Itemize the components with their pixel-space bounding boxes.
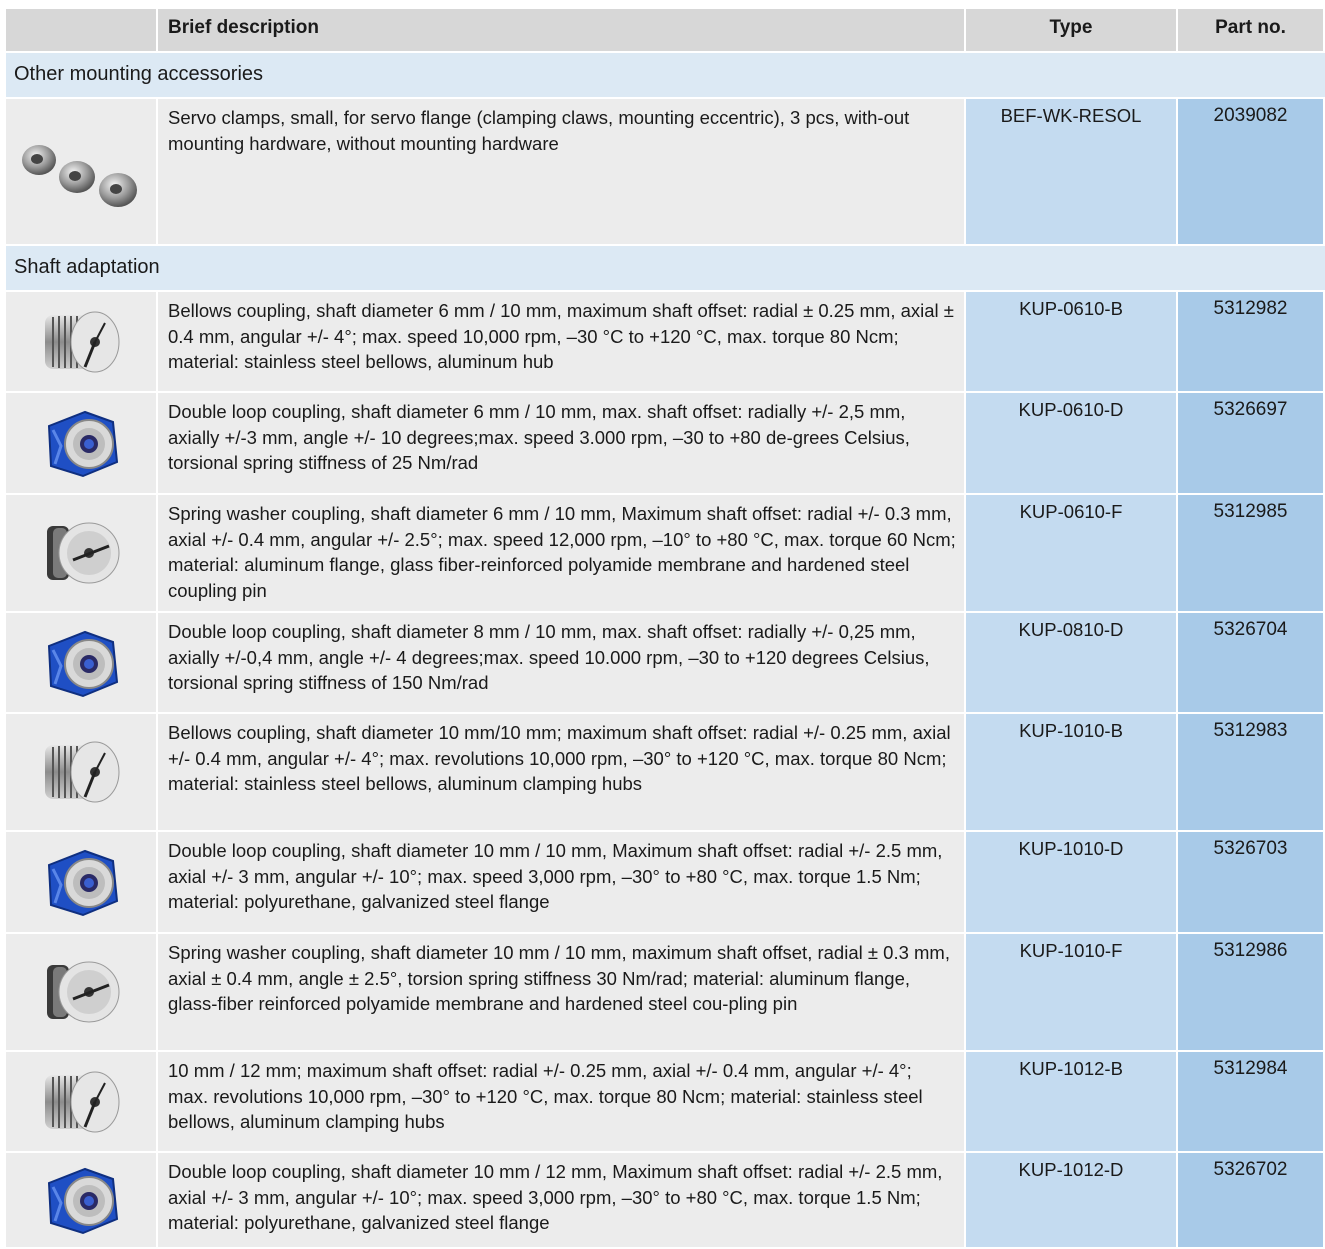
section-title: Shaft adaptation [6,246,1325,290]
table-row [6,934,1324,1050]
row-type: KUP-0610-D [966,393,1176,493]
product-image [6,99,156,244]
row-description: Double loop coupling, shaft diameter 6 mm / 10 mm, max. shaft offset: radially +/- 2,5 mm, axially +/-3 mm, angle +/- 10 degrees;max. speed 3.000 rpm, –30 to +80 de-grees Celsius, torsional spring stiffness of 25 Nm/rad [158,393,964,493]
row-description: Servo clamps, small, for servo flange (clamping claws, mounting eccentric), 3 pcs, with-out mounting hardware, without mounting hardware [158,99,964,244]
table-row [6,292,1324,391]
row-type: KUP-0610-B [966,292,1176,391]
product-image [6,292,156,391]
row-description: Double loop coupling, shaft diameter 10 mm / 12 mm, Maximum shaft offset: radial +/- 2.5 mm, axial +/- 3 mm, angular +/- 10°; max. speed 3,000 rpm, –30° to +80 °C, max. torque 1.5 Nm; material: polyurethane, galvanized steel flange [158,1153,964,1247]
row-part-no: 5326704 [1178,613,1323,712]
bellows-coupling-icon [39,1065,123,1139]
double-loop-coupling-icon [39,1163,123,1237]
row-type: KUP-1012-B [966,1052,1176,1151]
servo-clamps-icon [11,132,151,212]
row-part-no: 5326697 [1178,393,1323,493]
bellows-coupling-icon [39,305,123,379]
row-description: Bellows coupling, shaft diameter 6 mm / 10 mm, maximum shaft offset: radial ± 0.25 mm, axial ± 0.4 mm, angular +/- 4°; max. speed 10,000 rpm, –30 °C to +120 °C, max. torque 80 Ncm; material: stainless steel bellows, aluminum hub [158,292,964,391]
row-type: BEF-WK-RESOL [966,99,1176,244]
product-image [6,393,156,493]
product-image [6,613,156,712]
row-description: Spring washer coupling, shaft diameter 10 mm / 10 mm, maximum shaft offset, radial ± 0.3 mm, axial ± 0.4 mm, angle ± 2.5°, torsion spring stiffness 30 Nm/rad; material: aluminum flange, glass-fiber reinforced polyamide membrane and hardened steel cou-pling pin [158,934,964,1050]
row-type: KUP-1010-B [966,714,1176,830]
row-part-no: 5326703 [1178,832,1323,932]
accessories-table [6,9,1324,1249]
header-part-no: Part no. [1178,9,1323,51]
row-part-no: 5312983 [1178,714,1323,830]
table-row [6,99,1324,244]
row-type: KUP-1010-F [966,934,1176,1050]
row-description: Double loop coupling, shaft diameter 10 mm / 10 mm, Maximum shaft offset: radial +/- 2.5 mm, axial +/- 3 mm, angular +/- 10°; max. speed 3,000 rpm, –30° to +80 °C, max. torque 1.5 Nm; material: polyurethane, galvanized steel flange [158,832,964,932]
product-image [6,1153,156,1247]
spring-washer-coupling-icon [39,955,123,1029]
double-loop-coupling-icon [39,626,123,700]
row-type: KUP-0810-D [966,613,1176,712]
row-description: Double loop coupling, shaft diameter 8 mm / 10 mm, max. shaft offset: radially +/- 0,25 mm, axially +/-0,4 mm, angle +/- 4 degrees;max. speed 10.000 rpm, –30 to +120 degrees Celsius, torsional spring stiffness of 150 Nm/rad [158,613,964,712]
table-row [6,613,1324,712]
row-type: KUP-0610-F [966,495,1176,611]
table-row [6,832,1324,932]
product-image [6,934,156,1050]
row-part-no: 5312985 [1178,495,1323,611]
row-part-no: 2039082 [1178,99,1323,244]
table-row [6,495,1324,611]
row-part-no: 5312986 [1178,934,1323,1050]
table-header [6,9,1324,51]
header-type: Type [966,9,1176,51]
header-image-column [6,9,156,51]
row-part-no: 5312984 [1178,1052,1323,1151]
double-loop-coupling-icon [39,845,123,919]
product-image [6,1052,156,1151]
section-title: Other mounting accessories [6,53,1325,97]
product-image [6,495,156,611]
bellows-coupling-icon [39,735,123,809]
row-part-no: 5312982 [1178,292,1323,391]
double-loop-coupling-icon [39,406,123,480]
row-type: KUP-1012-D [966,1153,1176,1247]
row-description: Spring washer coupling, shaft diameter 6 mm / 10 mm, Maximum shaft offset: radial +/- 0.3 mm, axial +/- 0.4 mm, angular +/- 2.5°; max. speed 12,000 rpm, –10° to +80 °C, max. torque 60 Ncm; material: aluminum flange, glass fiber-reinforced polyamide membrane and hardened steel coupling pin [158,495,964,611]
row-part-no: 5326702 [1178,1153,1323,1247]
row-description: Bellows coupling, shaft diameter 10 mm/10 mm; maximum shaft offset: radial +/- 0.25 mm, axial +/- 0.4 mm, angular +/- 4°; max. revolutions 10,000 rpm, –30° to +120 °C, max. torque 80 Ncm; material: stainless steel bellows, aluminum clamping hubs [158,714,964,830]
table-row [6,1052,1324,1151]
table-row [6,714,1324,830]
header-brief-description: Brief description [158,9,964,51]
row-description: 10 mm / 12 mm; maximum shaft offset: radial +/- 0.25 mm, axial +/- 0.4 mm, angular +/- 4°; max. revolutions 10,000 rpm, –30° to +120 °C, max. torque 80 Ncm; material: stainless steel bellows, aluminum clamping hubs [158,1052,964,1151]
product-image [6,832,156,932]
spring-washer-coupling-icon [39,516,123,590]
table-row [6,393,1324,493]
table-row [6,1153,1324,1247]
row-type: KUP-1010-D [966,832,1176,932]
product-image [6,714,156,830]
